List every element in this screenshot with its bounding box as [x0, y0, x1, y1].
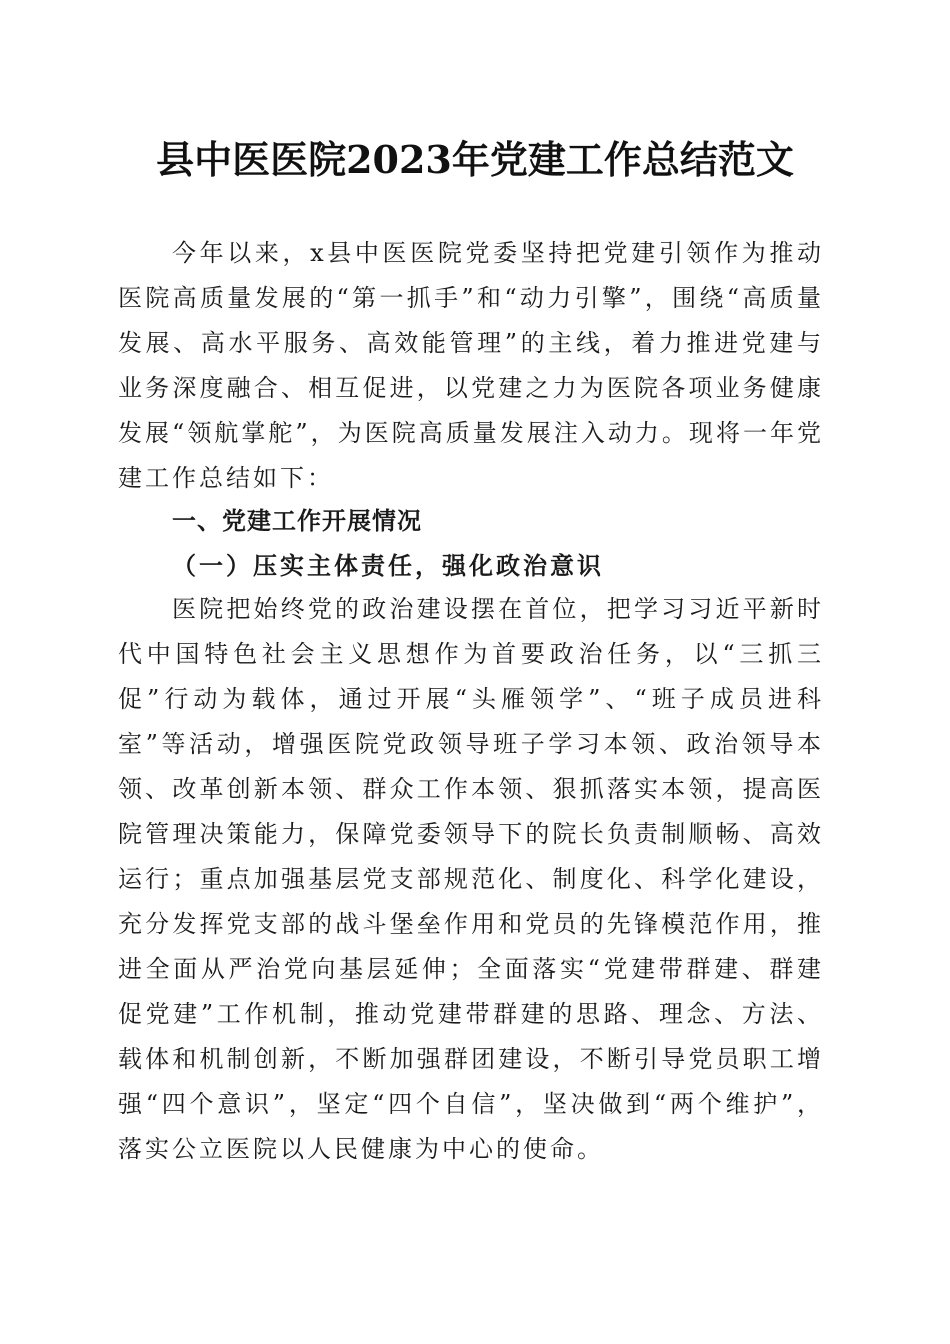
subsection-paragraph: 医院把始终党的政治建设摆在首位，把学习习近平新时代中国特色社会主义思想作为首要政治任务，以“三抓三促”行动为载体，通过开展“头雁领学”、“班子成员进科室”等活动，增强医院党政领导班子学习本领、政治领导本领、改革创新本领、群众工作本领、狠抓落实本领，提高医院管理决策能力，保障党委领导下的院长负责制顺畅、高效运行；重点加强基层党支部规范化、制度化、科学化建设，充分发挥党支部的战斗堡垒作用和党员的先锋模范作用，推进全面从严治党向基层延伸；全面落实“党建带群建、群建促党建”工作机制，推动党建带群建的思路、理念、方法、载体和机制创新，不断加强群团建设，不断引导党员职工增强“四个意识”，坚定“四个自信”，坚决做到“两个维护”，落实公立医院以人民健康为中心的使命。 — [118, 595, 824, 1163]
subsection-heading: （一）压实主体责任，强化政治意识 — [172, 551, 604, 580]
document-title: 县中医医院2023年党建工作总结范文 — [156, 137, 794, 182]
section-heading: 一、党建工作开展情况 — [172, 507, 422, 535]
intro-paragraph: 今年以来，x县中医医院党委坚持把党建引领作为推动医院高质量发展的“第一抓手”和“动力引擎”，围绕“高质量发展、高水平服务、高效能管理”的主线，着力推进党建与业务深度融合、相互促进，以党建之力为医院各项业务健康发展“领航掌舵”，为医院高质量发展注入动力。现将一年党建工作总结如下： — [118, 239, 824, 492]
